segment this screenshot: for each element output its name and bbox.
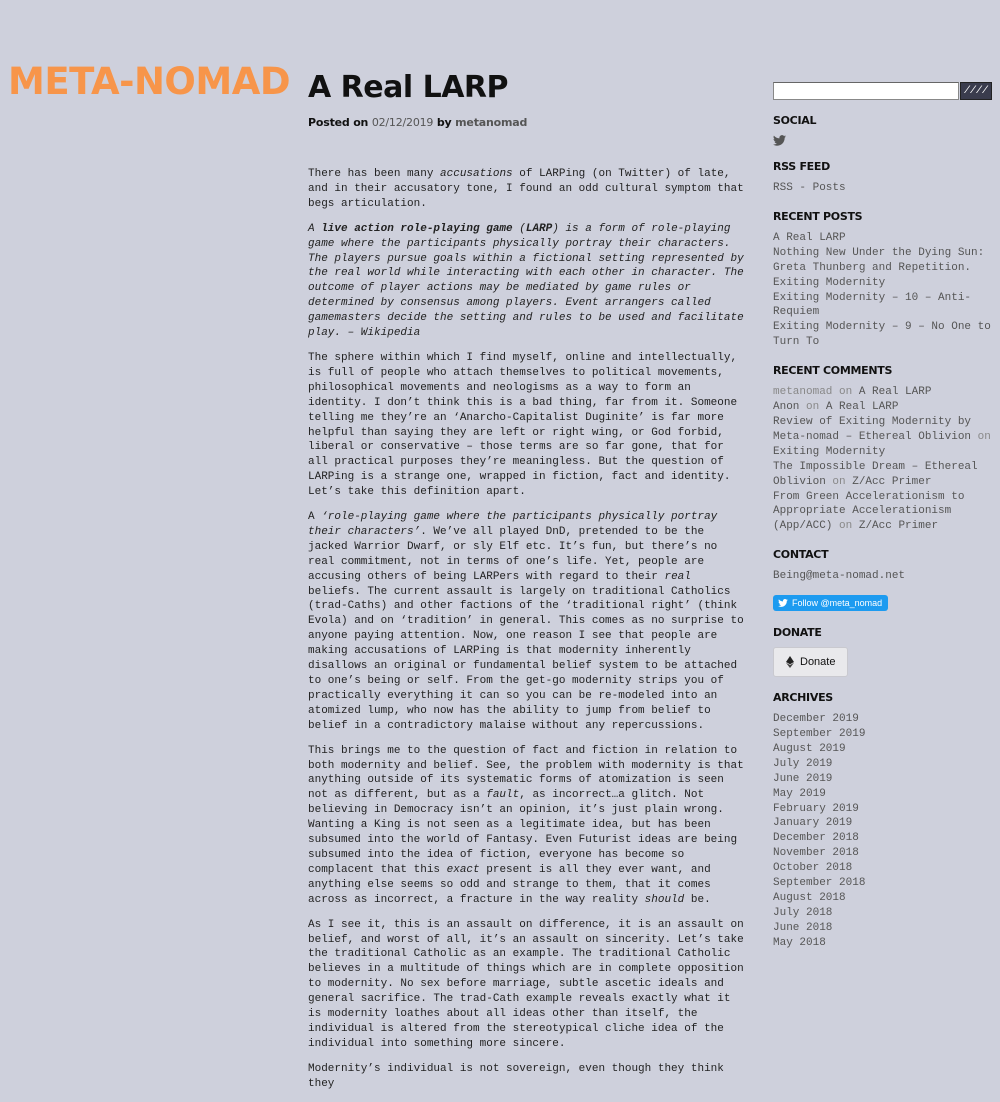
search-input[interactable] bbox=[773, 82, 959, 100]
comment-author-link[interactable]: From Green Accelerationism to Appropriate Accelerationism (App/ACC) bbox=[773, 490, 965, 533]
archive-link[interactable]: June 2019 bbox=[773, 772, 833, 785]
post-meta bbox=[308, 116, 750, 129]
on-label: on bbox=[839, 386, 853, 399]
ethereum-icon bbox=[786, 656, 794, 668]
donate-button[interactable] bbox=[773, 647, 848, 677]
donate-title: DONATE bbox=[773, 626, 822, 640]
archive-link[interactable]: May 2018 bbox=[773, 936, 826, 949]
recent-post-link[interactable]: Nothing New Under the Dying Sun: Greta Thunberg and Repetition. bbox=[773, 246, 985, 274]
paragraph: There has been many accusations of LARPing (on Twitter) of late, and in their accusatory tone, I found an odd cultural symptom that begs articulation. bbox=[308, 168, 744, 210]
wikipedia-quote: A live action role-playing game (LARP) is a form of role-playing game where the participants physically portray their characters. The players pursue goals within a fictional setting represented by the real world while interacting with each other in character. The outcome of player actions may be mediated by game rules or determined by consensus among players. Event arrangers called gamemasters decide the setting and rules to be used and facilitate play. – Wikipedia bbox=[308, 222, 744, 340]
comment-item bbox=[773, 460, 995, 490]
twitter-follow-button[interactable] bbox=[773, 595, 888, 611]
paragraph: This brings me to the question of fact and fiction in relation to both modernity and belief. See, the problem with modernity is that anything outside of its systematic forms of atomization is seen not as different, but as a fault, as incorrect…a glitch. Not believing in Democracy isn’t an opinion, it’s just plain wrong. Wanting a King is not seen as a legitimate idea, but has been subsumed into the world of Fantasy. Even Futurist ideas are being subsumed into the idea of fiction, everyone has become so complacent that this exact present is all they ever want, and anything else seems so odd and strange to them, that it comes across as incorrect, a fracture in the way reality should be. bbox=[308, 744, 744, 906]
comment-post-link[interactable]: A Real LARP bbox=[858, 386, 932, 399]
comment-item bbox=[773, 490, 995, 535]
comment-item bbox=[773, 400, 995, 415]
recent-post-link[interactable]: A Real LARP bbox=[773, 231, 846, 244]
archive-link[interactable]: December 2018 bbox=[773, 832, 859, 845]
post-title: A Real LARP bbox=[308, 70, 509, 105]
paragraph: Modernity’s individual is not sovereign, even though they think they bbox=[308, 1062, 724, 1090]
comment-item bbox=[773, 415, 995, 460]
archive-link[interactable]: January 2019 bbox=[773, 817, 853, 830]
recent-posts-title: RECENT POSTS bbox=[773, 209, 863, 223]
donate-label: Donate bbox=[800, 656, 836, 669]
archive-link[interactable]: September 2018 bbox=[773, 877, 866, 890]
archive-link[interactable]: July 2018 bbox=[773, 906, 833, 919]
on-label: on bbox=[839, 520, 853, 533]
archive-link[interactable]: October 2018 bbox=[773, 862, 853, 875]
archive-link[interactable]: August 2018 bbox=[773, 892, 846, 904]
contact-email: Being@meta-nomad.net bbox=[773, 570, 906, 583]
archives-title: ARCHIVES bbox=[773, 691, 833, 705]
recent-comments-list bbox=[773, 385, 995, 534]
site-title-link[interactable]: META-NOMAD bbox=[8, 60, 291, 103]
comment-author-link[interactable]: The Impossible Dream – Ethereal Oblivion bbox=[773, 460, 978, 488]
contact-title: CONTACT bbox=[773, 548, 829, 562]
recent-post-link[interactable]: Exiting Modernity – 10 – Anti-Requiem bbox=[773, 291, 972, 319]
comment-author-link[interactable]: Review of Exiting Modernity by Meta-nomad – Ethereal Oblivion bbox=[773, 415, 972, 443]
archive-link[interactable]: December 2019 bbox=[773, 713, 859, 726]
recent-posts-list bbox=[773, 231, 995, 350]
on-label: on bbox=[977, 430, 991, 443]
twitter-icon[interactable] bbox=[773, 135, 786, 146]
comment-post-link[interactable]: Z/Acc Primer bbox=[858, 520, 939, 533]
rss-posts-link[interactable]: RSS - Posts bbox=[773, 182, 846, 194]
comment-author-link[interactable]: Anon bbox=[773, 401, 800, 414]
search-button[interactable]: //// bbox=[960, 82, 992, 100]
recent-post-link[interactable]: Exiting Modernity – 9 – No One to Turn To bbox=[773, 321, 991, 349]
sidebar bbox=[773, 82, 995, 951]
archive-link[interactable]: November 2018 bbox=[773, 847, 859, 860]
archive-link[interactable]: July 2019 bbox=[773, 757, 833, 770]
recent-comments-title: RECENT COMMENTS bbox=[773, 364, 893, 378]
archive-link[interactable]: September 2019 bbox=[773, 728, 866, 741]
paragraph: As I see it, this is an assault on difference, it is an assault on belief, and worst of all, it’s an assault on sincerity. Let’s take the traditional Catholic as an example. The traditional Catholic believes in a multitude of things which are in complete opposition to modernity. No sex before marriage, subtle ascetic ideals and general sacrifice. The trad-Cath example reveals exactly what it is modernity loathes about all ideas other than itself, the individual is altered from the stereotypical cliche idea of the individual into something more sincere. bbox=[308, 918, 744, 1050]
rss-feed-title: RSS FEED bbox=[773, 160, 830, 173]
post-content bbox=[308, 167, 750, 1092]
twitter-bird-icon bbox=[778, 599, 788, 607]
by-label: by bbox=[436, 116, 452, 129]
post-date-link[interactable]: 02/12/2019 bbox=[371, 116, 434, 129]
follow-label: Follow @meta_nomad bbox=[792, 598, 883, 609]
paragraph: The sphere within which I find myself, online and intellectually, is full of people who attach themselves to political movements, philosophical movements and neologisms as a way to form an identity. I don’t think this is a bad thing, far from it. Someone telling me they’re an ‘Anarcho-Capitalist Duginite’ is far more helpful than saying they are left or right wing, or God forbid, liberal or conservative – those terms are so far gone, that for all practical purposes they’re meaningless. But the question of LARPing is a strange one, wrapped in fiction, fact and identity. Let’s take this definition apart. bbox=[308, 351, 738, 499]
post-article bbox=[308, 70, 750, 1102]
archive-link[interactable]: February 2019 bbox=[773, 802, 859, 815]
posted-on-label: Posted on bbox=[308, 116, 369, 129]
archive-link[interactable]: May 2019 bbox=[773, 787, 826, 800]
recent-post-link[interactable]: Exiting Modernity bbox=[773, 276, 886, 289]
post-author-link[interactable]: metanomad bbox=[455, 116, 528, 129]
archives-list bbox=[773, 712, 995, 951]
comment-post-link[interactable]: Exiting Modernity bbox=[773, 445, 886, 458]
comment-post-link[interactable]: A Real LARP bbox=[825, 401, 899, 414]
on-label: on bbox=[832, 475, 846, 488]
search-form bbox=[773, 82, 995, 100]
paragraph: A ‘role-playing game where the participants physically portray their characters’. We’ve all played DnD, pretended to be the jacked Warrior Dwarf, or sly Elf etc. It’s fun, but there’s no real commitment, not in terms of one’s life. Yet, people are accusing others of being LARPers with regard to their real beliefs. The current assault is largely on traditional Catholics (trad-Caths) and other factions of the ‘traditional right’ (think Evola) and on ‘tradition’ in general. This comes as no surprise to anyone paying attention. Now, one reason I see that people are making accusations of LARPing is that modernity inherently disallows an original or fundamental belief system to be attached to one’s being or self. From the get-go modernity strips you of practically everything it can so you can be re-modeled into an atomized lump, who now has the ability to jump from belief to belief in a contradictory malaise without any repercussions. bbox=[308, 511, 744, 732]
archive-link[interactable]: August 2019 bbox=[773, 742, 846, 755]
comment-item bbox=[773, 385, 995, 400]
on-label: on bbox=[806, 401, 820, 414]
comment-author: metanomad bbox=[773, 386, 833, 399]
archive-link[interactable]: June 2018 bbox=[773, 921, 833, 934]
social-title: SOCIAL bbox=[773, 114, 817, 127]
comment-post-link[interactable]: Z/Acc Primer bbox=[852, 475, 932, 488]
